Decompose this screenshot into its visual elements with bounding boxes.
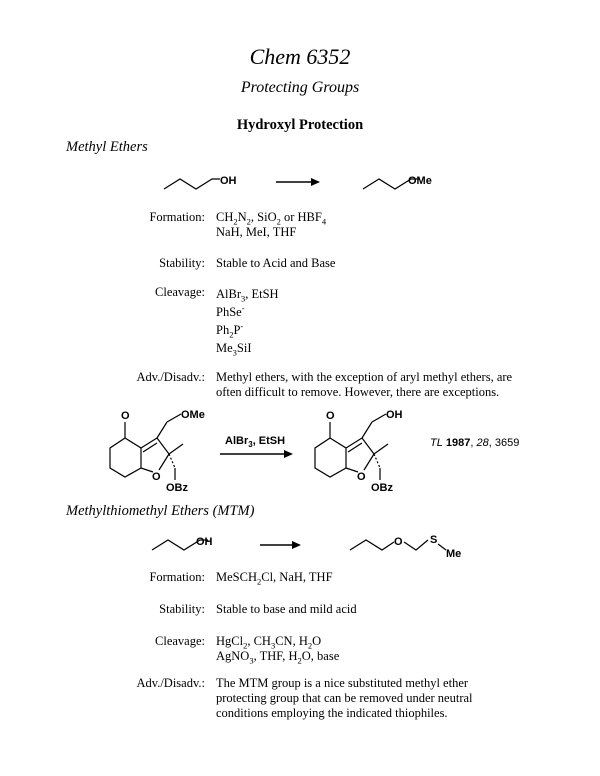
formation-label: Formation: (149, 210, 205, 224)
ref-year: 1987 (445, 437, 471, 449)
adv-line-2: often difficult to remove. However, there are exceptions. (216, 385, 500, 399)
cleavage-list (216, 285, 279, 357)
reactant-oh-label: OH (220, 175, 237, 187)
cleavage-item: PhSe- (216, 302, 245, 319)
mtm-formation-label: Formation: (149, 570, 205, 584)
ketone-o-right: O (326, 410, 335, 422)
adv-line-1: Methyl ethers, with the exception of aryl methyl ethers, are (216, 370, 513, 384)
ketone-o-left: O (121, 410, 130, 422)
adv-text (216, 370, 556, 400)
cleavage-item: AlBr$_3$, EtSH (216, 287, 279, 304)
mtm-product-me: Me (446, 548, 462, 560)
stability-label: Stability: (159, 256, 205, 270)
formation-line-1: $CH_2N_2$, SiO$_2$ or $HBF_4$ (216, 210, 327, 227)
cleavage-label: Cleavage: (155, 285, 205, 299)
mtm-stability-label: Stability: (159, 602, 205, 616)
mtm-scheme (140, 528, 470, 562)
methyl-ethers-heading: Methyl Ethers (66, 139, 148, 155)
mtm-adv-line: protecting group that can be removed under neutral (216, 691, 473, 705)
ring-o-right: O (357, 471, 366, 483)
obz-left: OBz (166, 482, 188, 494)
ref-volume: 28 (476, 437, 489, 449)
product-structure (315, 414, 388, 480)
starting-material-structure (110, 414, 183, 480)
mtm-cleavage-label: Cleavage: (155, 634, 205, 648)
cleavage-item: $Me_3SiI$ (216, 341, 252, 358)
page-title: Chem 6352 (249, 44, 351, 69)
cleavage-item: $Ph_2P^-$ (216, 320, 244, 340)
mtm-adv-label: Adv./Disadv.: (136, 676, 205, 690)
section-heading: Hydroxyl Protection (236, 117, 364, 133)
page-subtitle: Protecting Groups (240, 79, 360, 96)
deprotection-example-scheme (95, 402, 555, 497)
ref-page: 3659 (494, 437, 520, 449)
adv-label: Adv./Disadv.: (136, 370, 205, 384)
mtm-arrowhead (292, 541, 301, 549)
product-ome-label: OMe (408, 175, 432, 187)
mtm-adv-text (216, 676, 556, 721)
ring-o-left: O (152, 471, 161, 483)
propanol-chain (164, 179, 220, 189)
mtm-formation-value: MeSCH$_2$Cl, NaH, THF (216, 570, 333, 587)
methyl-ether-scheme (150, 165, 450, 195)
mtm-product-chain (350, 540, 394, 550)
ome-label: OMe (181, 409, 205, 421)
arrowhead (311, 178, 320, 186)
mtm-cleavage-line-2: AgNO$_3$, THF, $H_2O$, base (216, 649, 340, 666)
mtm-cleavage-line-1: HgCl$_2$, $CH_3CN$, $H_2O$ (216, 634, 322, 651)
mtm-product-o: O (394, 536, 403, 548)
mtm-product-sme-bond (438, 544, 446, 550)
formation-value (216, 210, 326, 240)
mtm-product-s: S (430, 534, 438, 546)
mtm-adv-line: The MTM group is a nice substituted methyl ether (216, 676, 469, 690)
obz-right: OBz (371, 482, 393, 494)
reagent-label: AlBr$_3$, EtSH (225, 435, 286, 449)
ref-journal: TL (430, 437, 443, 449)
mtm-heading: Methylthiomethyl Ethers (MTM) (66, 503, 255, 519)
formation-line-2: NaH, MeI, THF (216, 225, 297, 239)
arrowhead-2 (284, 450, 293, 458)
literature-reference: TL 1987, 28, 3659 (430, 437, 520, 449)
stability-value: Stable to Acid and Base (216, 256, 336, 270)
mtm-cleavage-value (216, 634, 339, 664)
mtm-reactant-oh: OH (196, 536, 213, 548)
mtm-product-ch2 (404, 540, 428, 550)
oh-label: OH (386, 409, 403, 421)
mtm-adv-line: conditions employing the indicated thiophiles. (216, 706, 448, 720)
mtm-stability-value: Stable to base and mild acid (216, 602, 357, 616)
